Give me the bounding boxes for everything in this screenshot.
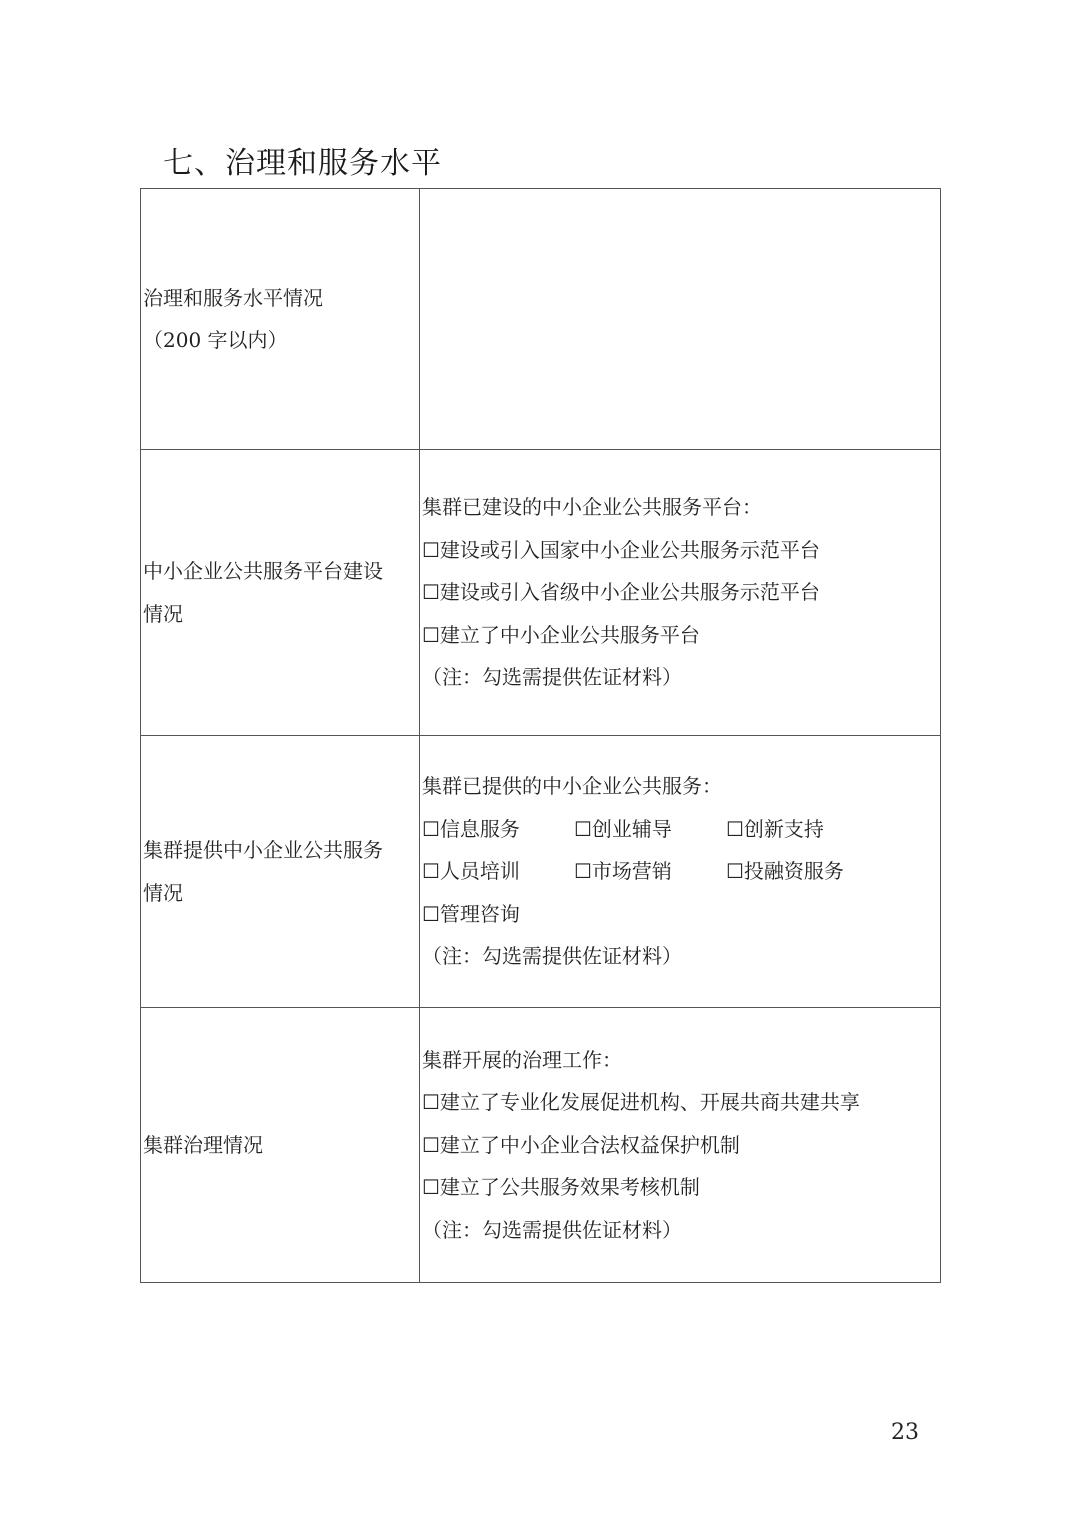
cluster-governance-content <box>420 1008 941 1283</box>
services-provided-content <box>420 736 941 1008</box>
governance-level-input-area[interactable] <box>420 189 941 450</box>
checkbox-option[interactable]: ☐市场营销 <box>574 859 672 884</box>
content-intro: 集群已建设的中小企业公共服务平台： <box>422 495 762 520</box>
table-row <box>141 1008 941 1283</box>
checkbox-option[interactable]: ☐人员培训 <box>422 859 520 884</box>
options-row <box>422 893 940 936</box>
section-title: 七、治理和服务水平 <box>163 146 442 181</box>
checkbox-option[interactable]: ☐创新支持 <box>726 816 824 841</box>
content-intro: 集群开展的治理工作： <box>422 1047 622 1072</box>
checkbox-option[interactable]: ☐建立了专业化发展促进机构、开展共商共建共享 <box>422 1090 860 1115</box>
evidence-note: （注：勾选需提供佐证材料） <box>422 1217 682 1242</box>
platform-construction-content <box>420 450 941 736</box>
table-row <box>141 189 941 450</box>
row-label-cluster-governance <box>141 1008 420 1283</box>
checkbox-option[interactable]: ☐信息服务 <box>422 816 520 841</box>
label-line: 治理和服务水平情况 <box>143 285 323 310</box>
label-line: 集群治理情况 <box>143 1132 263 1157</box>
page-number: 23 <box>891 1420 919 1445</box>
row-label-services-provided <box>141 736 420 1008</box>
checkbox-option[interactable]: ☐创业辅导 <box>574 816 672 841</box>
label-line: 中小企业公共服务平台建设 <box>143 559 383 583</box>
governance-form-table <box>140 188 941 1283</box>
label-line: 情况 <box>143 880 183 905</box>
options-row <box>422 808 940 851</box>
checkbox-option[interactable]: ☐投融资服务 <box>726 859 844 884</box>
checkbox-option[interactable]: ☐建立了公共服务效果考核机制 <box>422 1175 700 1200</box>
label-line: 情况 <box>143 601 183 626</box>
label-line: 集群提供中小企业公共服务 <box>143 838 383 862</box>
evidence-note: （注：勾选需提供佐证材料） <box>422 665 682 690</box>
evidence-note: （注：勾选需提供佐证材料） <box>422 944 682 969</box>
checkbox-option[interactable]: ☐建设或引入国家中小企业公共服务示范平台 <box>422 537 820 562</box>
checkbox-option[interactable]: ☐管理咨询 <box>422 901 520 926</box>
label-line: （200 字以内） <box>143 328 288 352</box>
table-row <box>141 736 941 1008</box>
checkbox-option[interactable]: ☐建立了中小企业公共服务平台 <box>422 622 700 647</box>
row-label-governance-level <box>141 189 420 450</box>
content-intro: 集群已提供的中小企业公共服务： <box>422 774 722 799</box>
checkbox-option[interactable]: ☐建立了中小企业合法权益保护机制 <box>422 1132 740 1157</box>
table-row <box>141 450 941 736</box>
row-label-platform-construction <box>141 450 420 736</box>
checkbox-option[interactable]: ☐建设或引入省级中小企业公共服务示范平台 <box>422 580 820 605</box>
options-row <box>422 850 940 893</box>
